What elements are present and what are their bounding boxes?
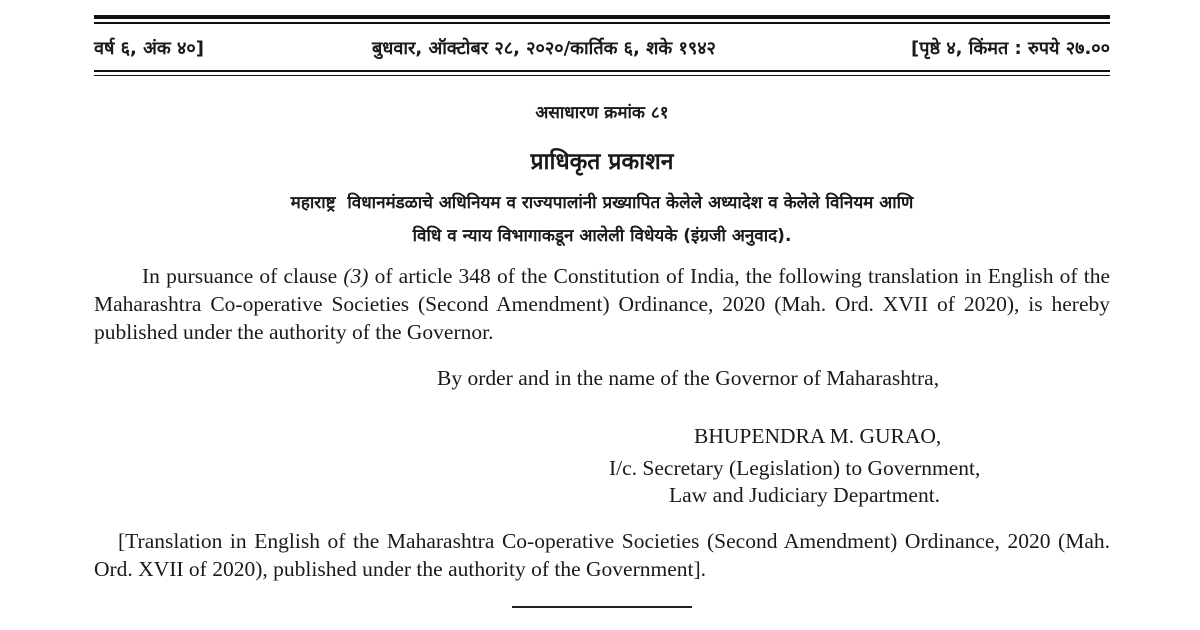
top-double-rule-thick xyxy=(94,15,1110,19)
translation-note: [Translation in English of the Maharashtra Co-operative Societies (Second Amendment) Ordinance, 2020 (Mah. Ord. XVII of 2020), published under the authority of the Government]. xyxy=(94,529,1110,581)
designation-line-1: I/c. Secretary (Legislation) to Government, xyxy=(609,456,981,480)
gazette-header xyxy=(94,36,1110,66)
pursuance-text-pre: In pursuance of clause xyxy=(142,264,344,288)
end-divider xyxy=(512,606,692,608)
page-title: प्राधिकृत प्रकाशन xyxy=(530,149,674,175)
clause-number: (3) xyxy=(343,264,369,288)
by-order-line: By order and in the name of the Governor of Maharashtra, xyxy=(437,366,940,390)
subtitle-line-2: विधि व न्याय विभागाकडून आलेली विधेयके (इंग्रजी अनुवाद). xyxy=(412,226,792,246)
header-rule-thin xyxy=(94,75,1110,76)
subtitle-line-1: महाराष्ट्र विधानमंडळाचे अधिनियम व राज्यपालांनी प्रख्यापित केलेले अध्यादेश व केलेले विनियम आणि xyxy=(290,193,914,213)
signatory-name: BHUPENDRA M. GURAO, xyxy=(694,424,942,448)
volume-issue: वर्ष ६, अंक ४०] xyxy=(94,38,204,59)
pursuance-paragraph xyxy=(94,262,1110,346)
pursuance-text-post: of article 348 of the Constitution of India, the following translation in English of the Maharashtra Co-operative Societies (Second Amendment) Ordinance, 2020 (Mah. Ord. XVII of 2020), is hereby published under the authority of the Governor. xyxy=(94,264,1110,344)
publication-date: बुधवार, ऑक्टोबर २८, २०२०/कार्तिक ६, शके १९४२ xyxy=(372,38,716,59)
header-rule-thick xyxy=(94,70,1110,72)
extraordinary-number: असाधारण क्रमांक ८१ xyxy=(535,103,669,123)
designation-line-2: Law and Judiciary Department. xyxy=(669,483,941,507)
pages-price: [पृष्ठे ४, किंमत : रुपये २७.०० xyxy=(911,38,1110,59)
top-double-rule-thin xyxy=(94,22,1110,24)
